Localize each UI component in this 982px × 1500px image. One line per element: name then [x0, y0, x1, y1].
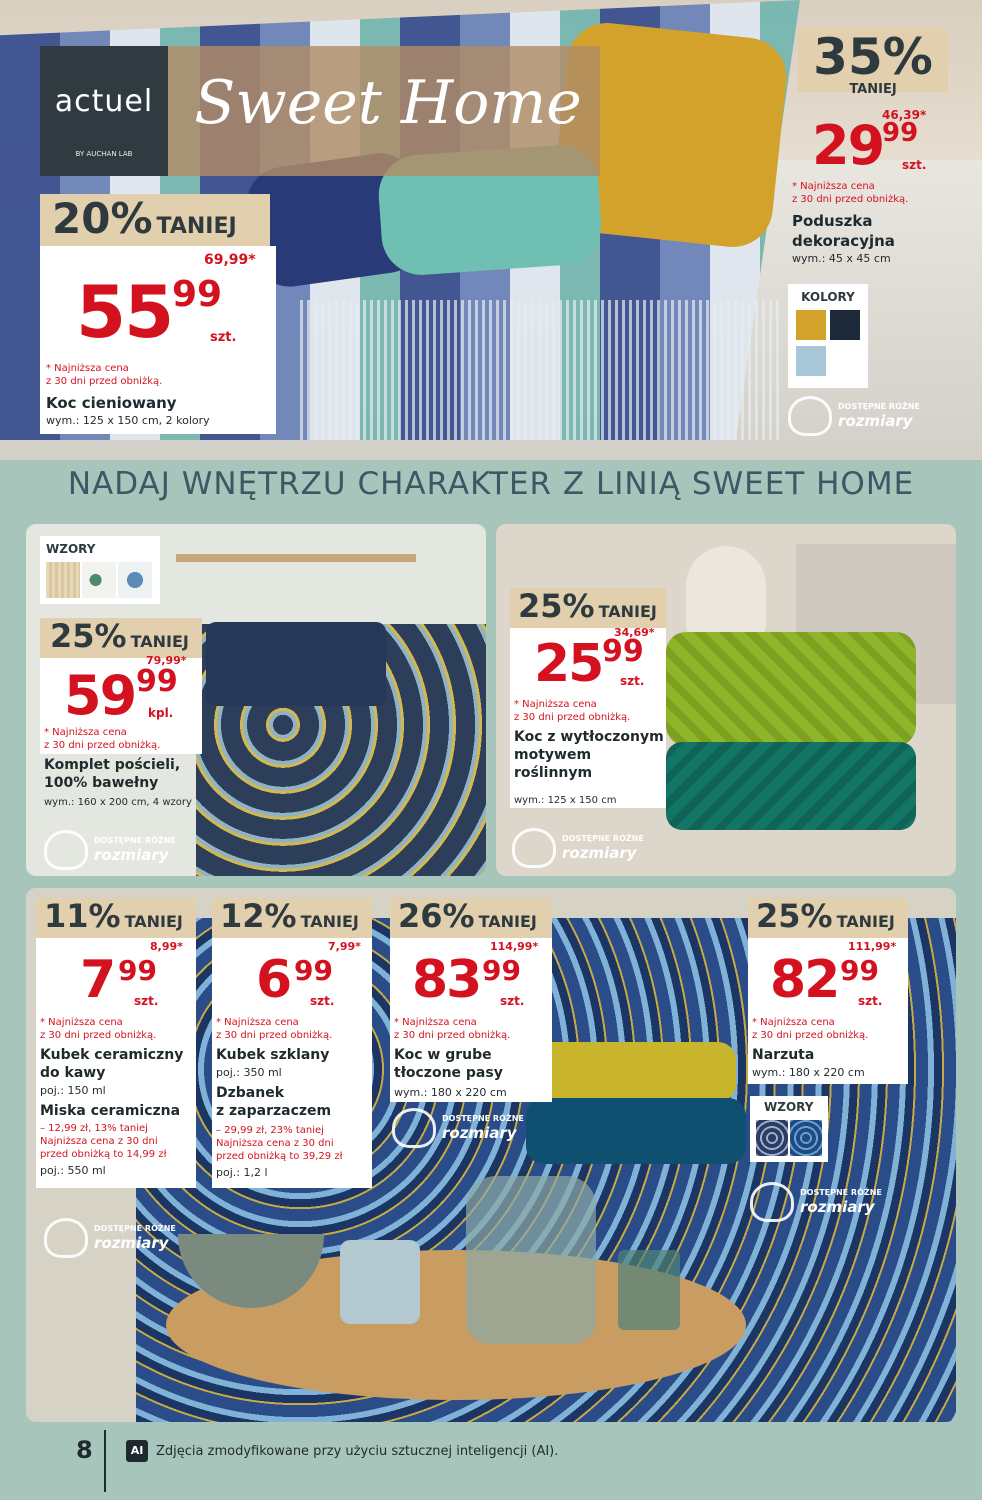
shelf-image	[176, 554, 416, 562]
product-name-2: Dzbanek z zaparzaczem	[216, 1085, 332, 1120]
product-name: Koc cieniowany	[46, 394, 177, 412]
discount-word: TANIEJ	[849, 82, 897, 97]
glass-image	[618, 1250, 680, 1330]
lowest-price-note: * Najniższa cena z 30 dni przed obniżką.	[752, 1017, 869, 1041]
price-integer: 7	[80, 950, 115, 1010]
product-dimensions: wym.: 125 x 150 cm	[514, 795, 617, 806]
product-name: Koc z wytłoczonym motywem roślinnym	[514, 729, 664, 782]
price-decimal: 99	[602, 634, 644, 669]
price-integer: 83	[412, 950, 481, 1010]
discount-badge	[798, 28, 948, 97]
pattern-swatch-navy	[756, 1120, 788, 1156]
discount-badge	[40, 618, 202, 658]
discount-badge	[748, 898, 908, 938]
sizes-badge-mug	[44, 1218, 194, 1262]
discount-word: TANIEJ	[156, 214, 237, 239]
discount-badge	[36, 898, 196, 938]
old-price: 34,69*	[614, 626, 655, 639]
price-unit: szt.	[902, 158, 927, 172]
lowest-price-note: * Najniższa cena z 30 dni przed obniżką.	[40, 1017, 157, 1041]
sizes-label-top: DOSTĘPNE RÓŻNE	[94, 1224, 176, 1233]
discount-word: TANIEJ	[478, 912, 537, 931]
sizes-badge-thick	[392, 1108, 542, 1152]
product-name: Poduszka dekoracyjna	[792, 212, 895, 250]
panel-bedding	[26, 524, 486, 876]
price-integer: 6	[256, 950, 291, 1010]
patterns-label: WZORY	[764, 1100, 814, 1114]
pattern-swatch-beige	[46, 562, 80, 598]
measuring-tape-icon	[512, 828, 556, 868]
lowest-price-note: * Najniższa cena z 30 dni przed obniżką.	[792, 181, 909, 205]
product-dimensions: wym.: 45 x 45 cm	[792, 252, 891, 265]
price-decimal: 99	[294, 954, 333, 987]
product-dimensions: wym.: 180 x 220 cm	[752, 1066, 865, 1079]
ai-icon: AI	[126, 1440, 148, 1462]
measuring-tape-icon	[44, 830, 88, 870]
sizes-label-top: DOSTĘPNE RÓŻNE	[800, 1188, 882, 1197]
price-integer: 25	[534, 634, 603, 694]
price-integer: 55	[76, 270, 173, 354]
product-dimensions: wym.: 125 x 150 cm, 2 kolory	[46, 414, 210, 427]
measuring-tape-icon	[750, 1182, 794, 1222]
discount-word: TANIEJ	[300, 912, 359, 931]
price-unit: szt.	[620, 674, 645, 688]
color-swatch-mustard	[796, 310, 826, 340]
color-swatch-lightblue	[796, 346, 826, 376]
lowest-price-note: * Najniższa cena z 30 dni przed obniżką.	[46, 363, 163, 387]
footer-divider	[104, 1430, 106, 1492]
sizes-label-bottom: rozmiary	[94, 846, 169, 864]
product-capacity-2: poj.: 550 ml	[40, 1164, 106, 1177]
sizes-badge-bedspread	[750, 1182, 900, 1226]
discount-word: TANIEJ	[598, 602, 657, 621]
discount-word: TANIEJ	[130, 632, 189, 651]
price-unit: szt.	[500, 994, 525, 1008]
product-name: Kubek ceramiczny do kawy	[40, 1047, 184, 1082]
price-unit: kpl.	[148, 706, 174, 720]
measuring-tape-icon	[788, 396, 832, 436]
sizes-label-top: DOSTĘPNE RÓŻNE	[94, 836, 176, 845]
product-capacity: poj.: 150 ml	[40, 1084, 106, 1097]
discount-percent: 11%	[44, 897, 121, 935]
product-dimensions: wym.: 160 x 200 cm, 4 wzory	[44, 797, 192, 808]
discount-word: TANIEJ	[124, 912, 183, 931]
product-name: Koc w grube tłoczone pasy	[394, 1047, 503, 1082]
pattern-swatch-blue	[790, 1120, 822, 1156]
section-headline: NADAJ WNĘTRZU CHARAKTER Z LINIĄ SWEET HOME	[67, 466, 915, 502]
collection-banner	[168, 46, 600, 176]
price-unit: szt.	[858, 994, 883, 1008]
product-name-2: Miska ceramiczna	[40, 1103, 181, 1119]
color-options	[788, 284, 868, 388]
price-decimal: 99	[172, 274, 223, 315]
discount-percent: 25%	[518, 587, 595, 625]
sizes-label-bottom: rozmiary	[800, 1198, 875, 1216]
discount-percent: 26%	[398, 897, 475, 935]
sizes-badge-embossed	[512, 828, 652, 872]
price-unit: szt.	[210, 330, 237, 345]
product-capacity-2: poj.: 1,2 l	[216, 1166, 268, 1179]
product-dimensions: wym.: 180 x 220 cm	[394, 1086, 507, 1099]
lowest-price-note: * Najniższa cena z 30 dni przed obniżką.	[394, 1017, 511, 1041]
discount-badge	[390, 898, 552, 938]
measuring-tape-icon	[392, 1108, 436, 1148]
measuring-tape-icon	[44, 1218, 88, 1258]
color-swatch-navy	[830, 310, 860, 340]
product-name: Kubek szklany	[216, 1047, 330, 1063]
mug-image	[340, 1240, 420, 1324]
price-decimal: 99	[118, 954, 157, 987]
sizes-label-bottom: rozmiary	[442, 1124, 517, 1142]
product-name: Komplet pościeli, 100% bawełny	[44, 757, 181, 792]
sizes-label-top: DOSTĘPNE RÓŻNE	[838, 402, 920, 411]
price-tag-pillow	[790, 28, 960, 268]
price-unit: szt.	[310, 994, 335, 1008]
discount-percent: 20%	[52, 194, 153, 243]
patterns-label: WZORY	[46, 542, 96, 556]
price-tag-mug	[36, 898, 204, 1188]
price-decimal: 99	[136, 664, 178, 699]
brand-sub: BY AUCHAN LAB	[75, 150, 133, 158]
pillow-dark-image	[206, 622, 386, 706]
price-tag-thick-blanket	[390, 898, 560, 1108]
price-integer: 82	[770, 950, 839, 1010]
price-tag-bedding	[40, 618, 210, 818]
old-price: 114,99*	[490, 940, 539, 953]
patterns-box	[40, 536, 160, 604]
old-price: 7,99*	[328, 940, 361, 953]
discount-percent: 25%	[50, 617, 127, 655]
old-price: 79,99*	[146, 654, 187, 667]
colors-label: KOLORY	[801, 290, 855, 304]
price-tag-glass	[212, 898, 380, 1188]
blanket-fringe	[300, 300, 780, 440]
panel-living-room	[26, 888, 956, 1422]
brand-name: actuel	[54, 84, 154, 119]
product-capacity: poj.: 350 ml	[216, 1066, 282, 1079]
price-decimal: 99	[482, 954, 521, 987]
discount-percent: 35%	[813, 28, 933, 86]
pattern-swatch-leaves	[82, 562, 116, 598]
sizes-badge-hero	[788, 396, 928, 440]
pattern-swatch-blue	[118, 562, 152, 598]
green-blanket-image	[666, 632, 916, 746]
sizes-label-top: DOSTĘPNE RÓŻNE	[562, 834, 644, 843]
price-decimal: 99	[882, 118, 919, 148]
discount-badge	[212, 898, 372, 938]
old-price: 46,39*	[882, 108, 927, 122]
discount-percent: 12%	[220, 897, 297, 935]
ai-disclaimer: Zdjęcia zmodyfikowane przy użyciu sztucznej inteligencji (AI).	[156, 1444, 559, 1459]
collection-title: Sweet Home	[194, 68, 582, 138]
sizes-badge-bedding	[44, 830, 184, 874]
discount-percent: 25%	[756, 897, 833, 935]
sizes-label-bottom: rozmiary	[94, 1234, 169, 1252]
sizes-label-bottom: rozmiary	[838, 412, 913, 430]
lowest-price-note: * Najniższa cena z 30 dni przed obniżką.	[216, 1017, 333, 1041]
discount-badge	[40, 194, 270, 246]
lowest-price-note: * Najniższa cena z 30 dni przed obniżką.	[44, 727, 161, 751]
price-integer: 59	[64, 664, 136, 727]
panel-embossed-blanket	[496, 524, 956, 876]
price-unit: szt.	[134, 994, 159, 1008]
price-decimal: 99	[840, 954, 879, 987]
price-tag-embossed	[510, 588, 680, 818]
lowest-price-note: * Najniższa cena z 30 dni przed obniżką.	[514, 699, 631, 723]
teapot-image	[466, 1176, 596, 1344]
teal-blanket-image	[666, 742, 916, 830]
product-name: Narzuta	[752, 1047, 815, 1063]
price-tag-blanket	[40, 194, 280, 434]
price-tag-bedspread	[748, 898, 918, 1088]
sizes-label-top: DOSTĘPNE RÓŻNE	[442, 1114, 524, 1123]
old-price: 69,99*	[204, 252, 256, 268]
lamp-image	[686, 546, 766, 636]
hero-banner	[0, 0, 982, 460]
brand-logo	[40, 46, 168, 176]
extra-offer: – 29,99 zł, 23% taniej Najniższa cena z 30 dni przed obniżką to 39,29 zł	[216, 1125, 343, 1162]
page-number: 8	[76, 1436, 93, 1464]
yellow-throw-image	[536, 1042, 736, 1102]
old-price: 111,99*	[848, 940, 897, 953]
discount-word: TANIEJ	[836, 912, 895, 931]
sizes-label-bottom: rozmiary	[562, 844, 637, 862]
price-integer: 29	[812, 114, 884, 177]
patterns-box	[750, 1096, 828, 1162]
extra-offer: – 12,99 zł, 13% taniej Najniższa cena z 30 dni przed obniżką to 14,99 zł	[40, 1123, 167, 1160]
old-price: 8,99*	[150, 940, 183, 953]
discount-badge	[510, 588, 666, 628]
